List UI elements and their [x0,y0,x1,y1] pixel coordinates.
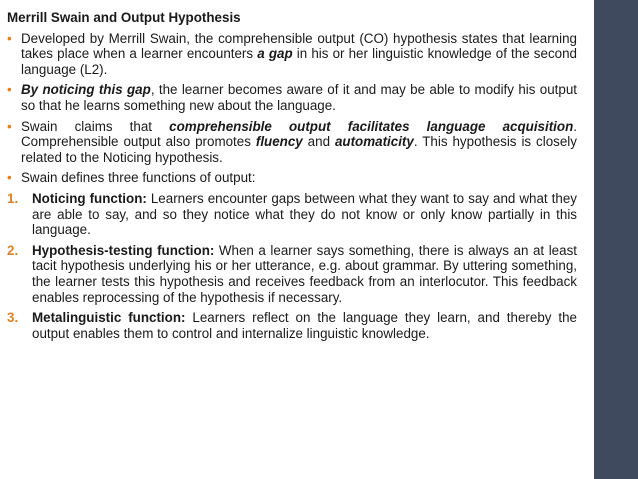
decorative-side-band [594,0,638,479]
bullet-item [7,119,577,166]
bullet-text: . This hypothesis is closely related to the Noticing hypothesis. [21,134,577,165]
bullet-item [7,170,577,186]
bullet-icon: • [7,82,12,98]
emphasis-text: comprehensible output facilitates language acquisition [169,118,574,134]
emphasis-text: By noticing this gap [21,82,151,98]
bullet-icon: • [7,170,12,186]
bullet-icon: • [7,118,12,134]
emphasis-text: fluency [255,134,303,150]
list-number: 2. [7,242,19,258]
list-number: 1. [7,190,19,206]
bullet-text: in his or her linguistic knowledge of the second language (L2). [21,46,577,77]
list-number: 3. [7,310,19,326]
function-item-noticing [7,191,577,238]
slide-title: Merrill Swain and Output Hypothesis [7,10,241,25]
function-item-hypothesis-testing [7,243,577,305]
bullet-text: Developed by Merrill Swain, the comprehensible output (CO) hypothesis states that learning takes place when a learner encounters [21,30,577,62]
bullet-text: and [302,134,335,150]
function-text: Learners encounter gaps between what they want to say and what they are able to say, and so they notice what they do not know or only know partially in this language. [32,190,577,238]
bullet-item [7,31,577,78]
bullet-item [7,82,577,113]
functions-list [7,191,577,341]
emphasis-text: automaticity [334,134,414,150]
slide-content [7,10,577,346]
bullet-list [7,31,577,186]
function-item-metalinguistic [7,310,577,341]
bullet-text: Swain claims that [21,118,170,134]
function-text: Learners reflect on the language they learn, and thereby the output enables them to control and internalize linguistic knowledge. [32,310,578,341]
emphasis-text: a gap [257,46,293,62]
bullet-text: . Comprehensible output also promotes [21,118,577,150]
function-term: Noticing function: [32,190,147,206]
bullet-text: , the learner becomes aware of it and may be able to modify his output so that he learns something new about the language. [21,82,577,113]
function-term: Hypothesis-testing function: [32,242,215,258]
function-text: When a learner says something, there is always an at least tacit hypothesis underlying his or her utterance, e.g. about grammar. By uttering something, the learner tests this hypothesis and receives feedback from an interlocutor. This feedback enables reprocessing of the hypothesis if necessary. [32,242,577,305]
function-term: Metalinguistic function: [32,310,186,326]
bullet-icon: • [7,30,12,46]
bullet-text: Swain defines three functions of output: [21,170,256,186]
